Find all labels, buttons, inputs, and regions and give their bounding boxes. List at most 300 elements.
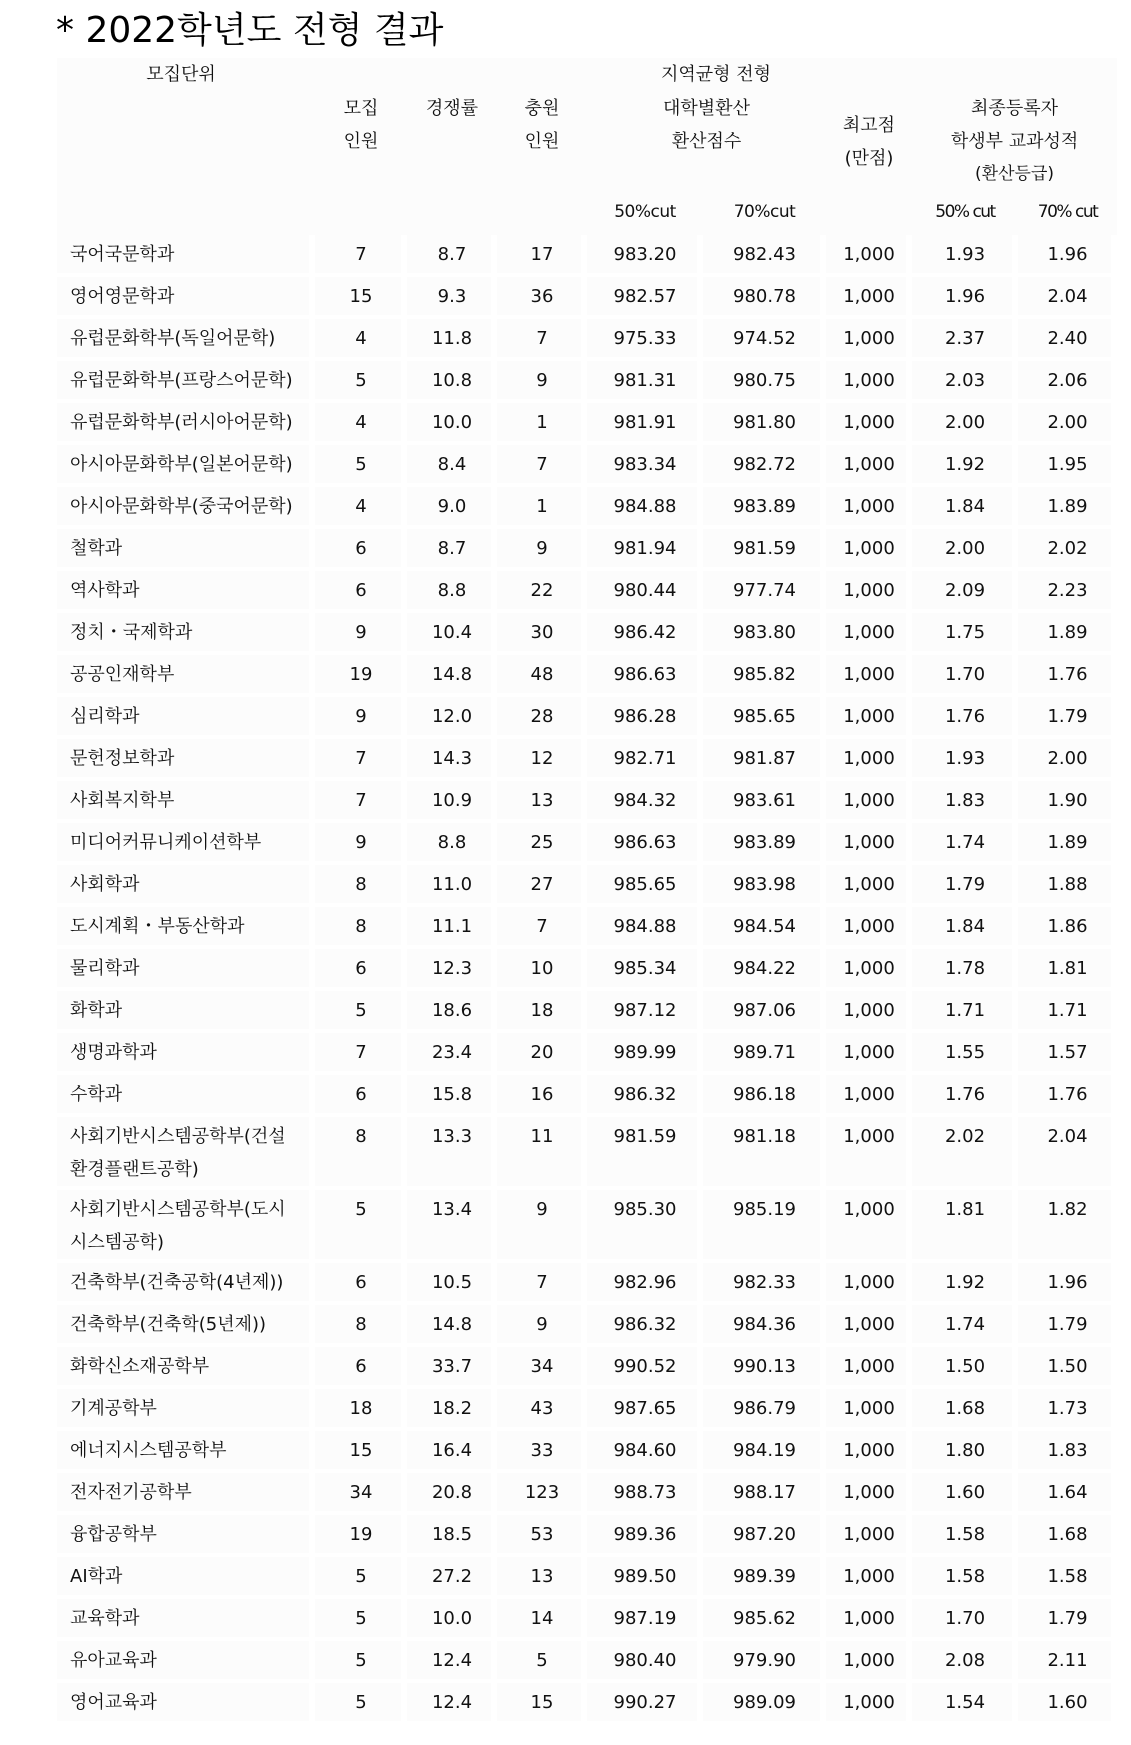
cell-unit-name: 융합공학부	[57, 1515, 315, 1557]
cell-score-70cut: 984.36	[703, 1305, 826, 1347]
cell-extra-admitted: 1	[497, 403, 587, 445]
table-row	[57, 487, 1117, 529]
header-extra-line2: 인원	[524, 131, 560, 152]
cell-grade-50cut: 1.84	[912, 487, 1018, 529]
cell-grade-70cut: 1.89	[1018, 823, 1117, 865]
cell-competition-rate: 14.3	[407, 739, 497, 781]
cell-quota: 7	[315, 1033, 407, 1075]
cell-score-70cut: 987.20	[703, 1515, 826, 1557]
header-quota-line1: 모집	[343, 98, 379, 119]
cell-extra-admitted: 53	[497, 1515, 587, 1557]
cell-competition-rate: 11.1	[407, 907, 497, 949]
cell-score-70cut: 982.33	[703, 1263, 826, 1305]
cell-grade-70cut: 1.76	[1018, 655, 1117, 697]
cell-grade-70cut: 1.64	[1018, 1473, 1117, 1515]
cell-grade-70cut: 2.00	[1018, 403, 1117, 445]
table-row	[57, 991, 1117, 1033]
cell-score-50cut: 985.30	[587, 1190, 703, 1263]
cell-grade-50cut: 2.03	[912, 361, 1018, 403]
cell-score-70cut: 981.87	[703, 739, 826, 781]
cell-grade-70cut: 1.71	[1018, 991, 1117, 1033]
cell-extra-admitted: 48	[497, 655, 587, 697]
cell-grade-70cut: 1.81	[1018, 949, 1117, 991]
cell-extra-admitted: 28	[497, 697, 587, 739]
cell-quota: 5	[315, 1683, 407, 1725]
cell-max-score: 1,000	[826, 907, 912, 949]
table-row	[57, 235, 1117, 277]
cell-grade-70cut: 1.50	[1018, 1347, 1117, 1389]
table-row	[57, 1641, 1117, 1683]
cell-extra-admitted: 30	[497, 613, 587, 655]
cell-unit-name: 영어영문학과	[57, 277, 315, 319]
cell-competition-rate: 16.4	[407, 1431, 497, 1473]
header-max-line1: 최고점	[842, 115, 896, 136]
cell-max-score: 1,000	[826, 823, 912, 865]
table-row	[57, 907, 1117, 949]
cell-max-score: 1,000	[826, 655, 912, 697]
table-row	[57, 1305, 1117, 1347]
cell-score-70cut: 984.54	[703, 907, 826, 949]
cell-competition-rate: 8.7	[407, 235, 497, 277]
cell-quota: 6	[315, 1347, 407, 1389]
cell-max-score: 1,000	[826, 403, 912, 445]
cell-grade-50cut: 1.79	[912, 865, 1018, 907]
cell-unit-name: 생명과학과	[57, 1033, 315, 1075]
cell-unit-name: 화학신소재공학부	[57, 1347, 315, 1389]
cell-quota: 9	[315, 613, 407, 655]
cell-score-50cut: 981.94	[587, 529, 703, 571]
header-extra	[497, 92, 587, 235]
cell-extra-admitted: 12	[497, 739, 587, 781]
cell-grade-70cut: 1.96	[1018, 1263, 1117, 1305]
cell-quota: 8	[315, 865, 407, 907]
table-row	[57, 1599, 1117, 1641]
cell-competition-rate: 8.4	[407, 445, 497, 487]
cell-quota: 6	[315, 949, 407, 991]
table-row	[57, 1389, 1117, 1431]
cell-quota: 5	[315, 361, 407, 403]
cell-quota: 9	[315, 823, 407, 865]
cell-grade-50cut: 2.00	[912, 529, 1018, 571]
cell-competition-rate: 12.4	[407, 1641, 497, 1683]
cell-grade-70cut: 2.06	[1018, 361, 1117, 403]
cell-grade-50cut: 1.70	[912, 1599, 1018, 1641]
cell-score-50cut: 985.65	[587, 865, 703, 907]
cell-score-50cut: 980.44	[587, 571, 703, 613]
cell-quota: 5	[315, 1557, 407, 1599]
cell-score-70cut: 982.43	[703, 235, 826, 277]
cell-grade-50cut: 1.75	[912, 613, 1018, 655]
cell-grade-50cut: 1.60	[912, 1473, 1018, 1515]
cell-score-70cut: 985.65	[703, 697, 826, 739]
cell-competition-rate: 13.3	[407, 1117, 497, 1190]
cell-unit-name: AI학과	[57, 1557, 315, 1599]
cell-competition-rate: 10.9	[407, 781, 497, 823]
header-final-group: 최종등록자	[912, 92, 1117, 125]
cell-competition-rate: 12.4	[407, 1683, 497, 1725]
cell-score-70cut: 981.18	[703, 1117, 826, 1190]
cell-grade-50cut: 1.96	[912, 277, 1018, 319]
cell-extra-admitted: 14	[497, 1599, 587, 1641]
cell-grade-70cut: 1.86	[1018, 907, 1117, 949]
cell-score-70cut: 981.80	[703, 403, 826, 445]
cell-score-50cut: 984.32	[587, 781, 703, 823]
cell-score-50cut: 986.28	[587, 697, 703, 739]
cell-extra-admitted: 34	[497, 1347, 587, 1389]
cell-score-50cut: 986.42	[587, 613, 703, 655]
table-row	[57, 1683, 1117, 1725]
table-row	[57, 1515, 1117, 1557]
cell-score-50cut: 987.12	[587, 991, 703, 1033]
cell-quota: 5	[315, 1190, 407, 1263]
cell-unit-name: 사회기반시스템공학부(도시시스템공학)	[57, 1190, 315, 1263]
page-title: * 2022학년도 전형 결과	[56, 10, 444, 51]
cell-grade-70cut: 1.96	[1018, 235, 1117, 277]
cell-extra-admitted: 7	[497, 1263, 587, 1305]
cell-extra-admitted: 11	[497, 1117, 587, 1190]
cell-score-70cut: 979.90	[703, 1641, 826, 1683]
cell-unit-name: 수학과	[57, 1075, 315, 1117]
cell-max-score: 1,000	[826, 361, 912, 403]
cell-unit-name: 공공인재학부	[57, 655, 315, 697]
cell-max-score: 1,000	[826, 1431, 912, 1473]
table-row	[57, 571, 1117, 613]
table-row	[57, 697, 1117, 739]
cell-score-50cut: 986.32	[587, 1075, 703, 1117]
cell-extra-admitted: 25	[497, 823, 587, 865]
table-row	[57, 277, 1117, 319]
cell-extra-admitted: 7	[497, 319, 587, 361]
header-extra-line1: 충원	[524, 98, 560, 119]
table-row	[57, 361, 1117, 403]
cell-unit-name: 전자전기공학부	[57, 1473, 315, 1515]
cell-score-50cut: 989.50	[587, 1557, 703, 1599]
cell-quota: 8	[315, 1305, 407, 1347]
cell-competition-rate: 9.0	[407, 487, 497, 529]
cell-max-score: 1,000	[826, 277, 912, 319]
cell-score-70cut: 989.71	[703, 1033, 826, 1075]
cell-grade-50cut: 1.76	[912, 1075, 1018, 1117]
cell-grade-50cut: 2.09	[912, 571, 1018, 613]
cell-quota: 5	[315, 1599, 407, 1641]
cell-extra-admitted: 123	[497, 1473, 587, 1515]
cell-competition-rate: 8.8	[407, 571, 497, 613]
table-row	[57, 1263, 1117, 1305]
table-row	[57, 865, 1117, 907]
cell-grade-70cut: 1.89	[1018, 487, 1117, 529]
cell-grade-50cut: 1.54	[912, 1683, 1018, 1725]
cell-grade-50cut: 1.84	[912, 907, 1018, 949]
cell-unit-name: 건축학부(건축학(5년제))	[57, 1305, 315, 1347]
cell-score-50cut: 980.40	[587, 1641, 703, 1683]
cell-extra-admitted: 9	[497, 361, 587, 403]
cell-max-score: 1,000	[826, 865, 912, 907]
cell-score-50cut: 988.73	[587, 1473, 703, 1515]
cell-unit-name: 역사학과	[57, 571, 315, 613]
cell-score-50cut: 984.60	[587, 1431, 703, 1473]
table-row	[57, 1075, 1117, 1117]
cell-unit-name: 정치・국제학과	[57, 613, 315, 655]
cell-grade-70cut: 1.79	[1018, 1599, 1117, 1641]
cell-unit-name: 영어교육과	[57, 1683, 315, 1725]
cell-score-50cut: 984.88	[587, 487, 703, 529]
cell-max-score: 1,000	[826, 1389, 912, 1431]
cell-score-70cut: 985.19	[703, 1190, 826, 1263]
cell-score-70cut: 990.13	[703, 1347, 826, 1389]
cell-score-50cut: 989.36	[587, 1515, 703, 1557]
cell-grade-70cut: 1.68	[1018, 1515, 1117, 1557]
cell-grade-50cut: 1.70	[912, 655, 1018, 697]
cell-grade-50cut: 1.58	[912, 1515, 1018, 1557]
cell-max-score: 1,000	[826, 1305, 912, 1347]
cell-max-score: 1,000	[826, 445, 912, 487]
cell-score-70cut: 984.22	[703, 949, 826, 991]
cell-grade-70cut: 2.23	[1018, 571, 1117, 613]
cell-grade-50cut: 1.78	[912, 949, 1018, 991]
cell-quota: 4	[315, 403, 407, 445]
cell-quota: 15	[315, 1431, 407, 1473]
cell-competition-rate: 10.0	[407, 403, 497, 445]
cell-extra-admitted: 9	[497, 529, 587, 571]
cell-score-50cut: 983.34	[587, 445, 703, 487]
cell-unit-name: 아시아문화학부(중국어문학)	[57, 487, 315, 529]
cell-competition-rate: 10.8	[407, 361, 497, 403]
cell-max-score: 1,000	[826, 571, 912, 613]
cell-quota: 34	[315, 1473, 407, 1515]
cell-score-50cut: 986.63	[587, 655, 703, 697]
cell-competition-rate: 20.8	[407, 1473, 497, 1515]
cell-grade-70cut: 1.83	[1018, 1431, 1117, 1473]
cell-quota: 7	[315, 235, 407, 277]
cell-score-50cut: 987.19	[587, 1599, 703, 1641]
cell-grade-50cut: 1.92	[912, 1263, 1018, 1305]
cell-score-50cut: 981.91	[587, 403, 703, 445]
cell-competition-rate: 15.8	[407, 1075, 497, 1117]
cell-grade-70cut: 2.04	[1018, 1117, 1117, 1190]
cell-score-50cut: 985.34	[587, 949, 703, 991]
cell-max-score: 1,000	[826, 1641, 912, 1683]
cell-grade-50cut: 1.80	[912, 1431, 1018, 1473]
cell-extra-admitted: 5	[497, 1641, 587, 1683]
header-grade-50: 50% cut	[912, 191, 1018, 235]
cell-quota: 6	[315, 571, 407, 613]
cell-max-score: 1,000	[826, 991, 912, 1033]
header-competition: 경쟁률	[407, 92, 497, 235]
cell-extra-admitted: 18	[497, 991, 587, 1033]
cell-unit-name: 사회기반시스템공학부(건설환경플랜트공학)	[57, 1117, 315, 1190]
table-row	[57, 403, 1117, 445]
cell-score-50cut: 984.88	[587, 907, 703, 949]
cell-max-score: 1,000	[826, 1117, 912, 1190]
cell-grade-70cut: 2.00	[1018, 739, 1117, 781]
cell-score-50cut: 986.63	[587, 823, 703, 865]
cell-score-50cut: 981.59	[587, 1117, 703, 1190]
cell-extra-admitted: 43	[497, 1389, 587, 1431]
cell-max-score: 1,000	[826, 1473, 912, 1515]
cell-grade-70cut: 2.04	[1018, 277, 1117, 319]
cell-grade-70cut: 1.89	[1018, 613, 1117, 655]
cell-grade-50cut: 1.92	[912, 445, 1018, 487]
cell-extra-admitted: 10	[497, 949, 587, 991]
cell-score-70cut: 980.75	[703, 361, 826, 403]
table-row	[57, 1557, 1117, 1599]
cell-unit-name: 사회학과	[57, 865, 315, 907]
cell-grade-70cut: 1.79	[1018, 697, 1117, 739]
cell-score-70cut: 986.18	[703, 1075, 826, 1117]
cell-score-70cut: 985.82	[703, 655, 826, 697]
header-score-50: 50%cut	[587, 191, 703, 235]
cell-max-score: 1,000	[826, 1190, 912, 1263]
cell-score-70cut: 985.62	[703, 1599, 826, 1641]
cell-max-score: 1,000	[826, 1033, 912, 1075]
cell-unit-name: 기계공학부	[57, 1389, 315, 1431]
cell-grade-50cut: 1.55	[912, 1033, 1018, 1075]
cell-grade-70cut: 2.11	[1018, 1641, 1117, 1683]
cell-unit-name: 아시아문화학부(일본어문학)	[57, 445, 315, 487]
cell-grade-50cut: 1.81	[912, 1190, 1018, 1263]
header-max	[826, 92, 912, 235]
table-row	[57, 613, 1117, 655]
cell-grade-50cut: 1.76	[912, 697, 1018, 739]
cell-grade-50cut: 1.68	[912, 1389, 1018, 1431]
cell-score-70cut: 984.19	[703, 1431, 826, 1473]
cell-grade-70cut: 1.79	[1018, 1305, 1117, 1347]
cell-max-score: 1,000	[826, 949, 912, 991]
table-row	[57, 823, 1117, 865]
cell-grade-70cut: 2.40	[1018, 319, 1117, 361]
cell-competition-rate: 9.3	[407, 277, 497, 319]
table-row	[57, 781, 1117, 823]
cell-unit-name: 유럽문화학부(프랑스어문학)	[57, 361, 315, 403]
cell-unit-name: 국어국문학과	[57, 235, 315, 277]
cell-extra-admitted: 17	[497, 235, 587, 277]
cell-score-70cut: 983.61	[703, 781, 826, 823]
cell-competition-rate: 10.5	[407, 1263, 497, 1305]
header-final-sub-line2: (환산등급)	[975, 164, 1054, 184]
cell-competition-rate: 11.0	[407, 865, 497, 907]
cell-grade-70cut: 1.60	[1018, 1683, 1117, 1725]
cell-quota: 4	[315, 487, 407, 529]
cell-score-70cut: 980.78	[703, 277, 826, 319]
cell-max-score: 1,000	[826, 235, 912, 277]
cell-grade-70cut: 1.95	[1018, 445, 1117, 487]
cell-score-70cut: 981.59	[703, 529, 826, 571]
cell-score-50cut: 986.32	[587, 1305, 703, 1347]
header-univ-score-group: 대학별환산	[587, 92, 826, 125]
admission-results-table	[57, 58, 1117, 1725]
cell-competition-rate: 14.8	[407, 1305, 497, 1347]
cell-quota: 5	[315, 1641, 407, 1683]
cell-quota: 19	[315, 655, 407, 697]
table-row	[57, 655, 1117, 697]
cell-quota: 6	[315, 529, 407, 571]
cell-unit-name: 문헌정보학과	[57, 739, 315, 781]
cell-max-score: 1,000	[826, 1347, 912, 1389]
cell-unit-name: 물리학과	[57, 949, 315, 991]
cell-score-70cut: 983.98	[703, 865, 826, 907]
cell-unit-name: 유럽문화학부(독일어문학)	[57, 319, 315, 361]
cell-grade-70cut: 1.90	[1018, 781, 1117, 823]
cell-grade-50cut: 1.93	[912, 739, 1018, 781]
cell-max-score: 1,000	[826, 781, 912, 823]
cell-competition-rate: 11.8	[407, 319, 497, 361]
cell-extra-admitted: 33	[497, 1431, 587, 1473]
cell-grade-70cut: 1.76	[1018, 1075, 1117, 1117]
cell-max-score: 1,000	[826, 487, 912, 529]
cell-extra-admitted: 20	[497, 1033, 587, 1075]
cell-grade-70cut: 1.58	[1018, 1557, 1117, 1599]
cell-quota: 5	[315, 445, 407, 487]
cell-max-score: 1,000	[826, 319, 912, 361]
cell-max-score: 1,000	[826, 697, 912, 739]
header-score-70: 70%cut	[703, 191, 826, 235]
table-row	[57, 529, 1117, 571]
cell-score-50cut: 982.96	[587, 1263, 703, 1305]
cell-quota: 8	[315, 1117, 407, 1190]
cell-extra-admitted: 1	[497, 487, 587, 529]
cell-grade-70cut: 1.82	[1018, 1190, 1117, 1263]
cell-grade-50cut: 1.93	[912, 235, 1018, 277]
cell-competition-rate: 10.4	[407, 613, 497, 655]
cell-extra-admitted: 27	[497, 865, 587, 907]
cell-score-70cut: 988.17	[703, 1473, 826, 1515]
cell-grade-50cut: 1.71	[912, 991, 1018, 1033]
header-grade-70: 70% cut	[1018, 191, 1117, 235]
cell-grade-70cut: 1.73	[1018, 1389, 1117, 1431]
cell-extra-admitted: 36	[497, 277, 587, 319]
cell-score-70cut: 989.39	[703, 1557, 826, 1599]
cell-grade-50cut: 1.58	[912, 1557, 1018, 1599]
cell-competition-rate: 8.7	[407, 529, 497, 571]
cell-grade-50cut: 2.00	[912, 403, 1018, 445]
table-row	[57, 1347, 1117, 1389]
cell-grade-50cut: 1.50	[912, 1347, 1018, 1389]
cell-competition-rate: 12.0	[407, 697, 497, 739]
cell-competition-rate: 10.0	[407, 1599, 497, 1641]
cell-quota: 4	[315, 319, 407, 361]
cell-unit-name: 미디어커뮤니케이션학부	[57, 823, 315, 865]
header-unit-spacer	[57, 92, 315, 235]
cell-quota: 6	[315, 1263, 407, 1305]
cell-max-score: 1,000	[826, 1515, 912, 1557]
cell-score-50cut: 990.27	[587, 1683, 703, 1725]
table-row	[57, 1190, 1117, 1263]
header-quota-line2: 인원	[343, 131, 379, 152]
cell-score-70cut: 974.52	[703, 319, 826, 361]
cell-competition-rate: 23.4	[407, 1033, 497, 1075]
cell-extra-admitted: 22	[497, 571, 587, 613]
cell-score-50cut: 987.65	[587, 1389, 703, 1431]
cell-grade-50cut: 1.83	[912, 781, 1018, 823]
cell-quota: 15	[315, 277, 407, 319]
cell-competition-rate: 18.6	[407, 991, 497, 1033]
cell-grade-70cut: 1.88	[1018, 865, 1117, 907]
cell-score-70cut: 989.09	[703, 1683, 826, 1725]
cell-unit-name: 에너지시스템공학부	[57, 1431, 315, 1473]
cell-max-score: 1,000	[826, 1557, 912, 1599]
cell-extra-admitted: 13	[497, 781, 587, 823]
cell-competition-rate: 27.2	[407, 1557, 497, 1599]
cell-unit-name: 교육학과	[57, 1599, 315, 1641]
cell-competition-rate: 33.7	[407, 1347, 497, 1389]
table-row	[57, 1431, 1117, 1473]
header-quota	[315, 92, 407, 235]
header-admission-type: 지역균형 전형	[315, 58, 1117, 92]
cell-grade-50cut: 1.74	[912, 1305, 1018, 1347]
table-row	[57, 1117, 1117, 1190]
table-row	[57, 445, 1117, 487]
table-row	[57, 319, 1117, 361]
